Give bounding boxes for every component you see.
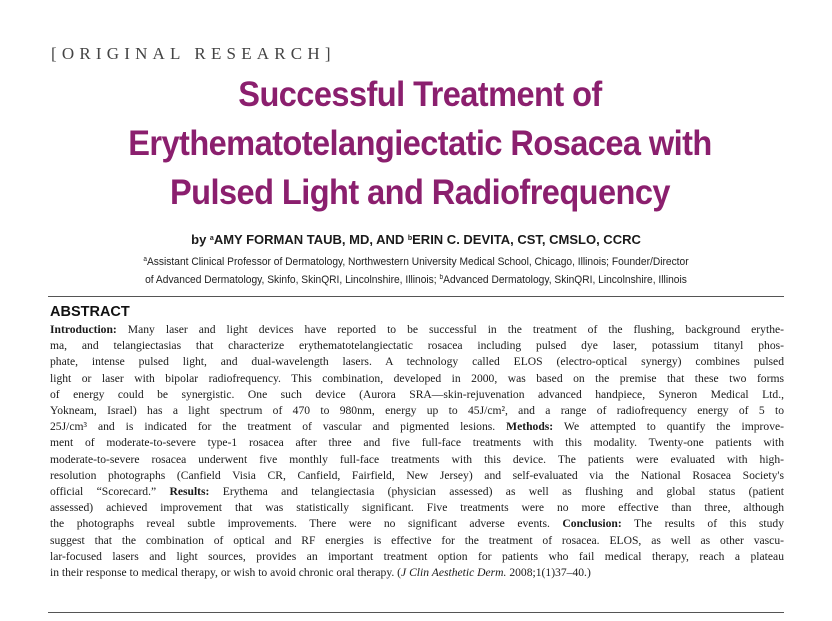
abstract-text: assessed) achieved improvement that was statistically significant. Five treatments were no more effective than three, although [50, 501, 784, 515]
abstract-text: light or laser with bipolar radiofrequency. This combination, developed in 2000, was based on the premise that these two forms [50, 371, 784, 385]
abstract-text: phate, intense pulsed light, and dual-wavelength lasers. A technology called ELOS (electro-optical synergy) combines pulsed [50, 355, 784, 369]
abstract-line [50, 387, 784, 403]
byline-prefix: by [191, 232, 210, 247]
abstract-section-label: Results: [169, 485, 210, 499]
abstract-text: 2008;1(1)37–40.) [506, 566, 591, 580]
abstract-text: Many laser and light devices have reported to be successful in the treatment of the flushing, background erythe- [116, 323, 784, 336]
abstract-line [50, 435, 784, 451]
abstract-text: lar-focused lasers and light sources, provides an important treatment option for patients who fail medical therapy, reach a plateau [50, 549, 784, 563]
abstract-text: Erythema and telangiectasia (physician assessed) as well as flushing and global status (patient [209, 485, 784, 499]
affiliation-a-continued: of Advanced Dermatology, Skinfo, SkinQRI, Lincolnshire, Illinois; [145, 274, 440, 286]
journal-citation: J Clin Aesthetic Derm. [401, 566, 507, 580]
title-line: Successful Treatment of [238, 75, 602, 114]
abstract-line [50, 484, 784, 500]
affiliation-b-text: Advanced Dermatology, SkinQRI, Lincolnshire, Illinois [443, 274, 687, 286]
abstract-text: ma, and telangiectasias that characterize erythematotelangiectatic rosacea including pulsed dye laser, potassium titanyl phos- [50, 339, 784, 353]
abstract-section-label: Conclusion: [562, 517, 622, 531]
affiliation-line [29, 270, 803, 288]
abstract-line [50, 371, 784, 387]
author2-name: ERIN C. DEVITA, CST, CMSLO, CCRC [412, 232, 641, 247]
abstract-line [50, 338, 784, 354]
abstract-line [50, 533, 784, 549]
abstract-section-label: Introduction: [50, 323, 117, 336]
abstract-text: moderate-to-severe rosacea underwent five monthly full-face treatments with this device. The patients were evaluated with high- [50, 452, 784, 466]
abstract-text: official “Scorecard.” [50, 485, 170, 499]
affiliation-b-superscript: b [439, 274, 444, 281]
abstract-text: in their response to medical therapy, or wish to avoid chronic oral therapy. ( [50, 566, 402, 580]
abstract-line [50, 322, 784, 338]
abstract-line [50, 516, 784, 532]
abstract-line [50, 500, 784, 516]
abstract-line [50, 565, 784, 581]
abstract-text: Yokneam, Israel) has a light spectrum of 470 to 980nm, energy up to 45J/cm², and a range of radiofrequency energy of 5 to [50, 404, 784, 418]
author1-name: AMY FORMAN TAUB, MD, AND [213, 232, 408, 247]
abstract-text: suggest that the combination of optical and RF energies is effective for the treatment of rosacea. ELOS, as well as other vascu- [50, 533, 784, 547]
article-title [67, 70, 774, 217]
section-tag: [ORIGINAL RESEARCH] [51, 44, 336, 63]
title-line: Erythematotelangiectatic Rosacea with [128, 124, 712, 163]
abstract-text: 25J/cm³ and is indicated for the treatment of vascular and pigmented lesions. [50, 420, 507, 434]
bottom-divider [48, 612, 784, 613]
abstract-line [50, 549, 784, 565]
title-line: Pulsed Light and Radiofrequency [170, 173, 670, 212]
affiliation-a-superscript: a [143, 256, 147, 263]
top-divider [48, 296, 784, 297]
abstract-text: resolution photographs (Canfield Visia CR, Canfield, Fairfield, New Jersey) and self-evaluated via the National Rosacea Society's [50, 468, 784, 482]
abstract-text: ment of moderate-to-severe type-1 rosacea after three and five full-face treatments with this modality. Twenty-one patients with [50, 436, 784, 450]
abstract-body [50, 322, 784, 581]
abstract-line [50, 419, 784, 435]
abstract-line [50, 468, 784, 484]
author2-superscript: b [407, 235, 413, 242]
affiliation-line [29, 252, 803, 270]
abstract-line [50, 354, 784, 370]
abstract-section-label: Methods: [506, 420, 554, 434]
abstract-heading: ABSTRACT [50, 304, 130, 320]
byline [0, 232, 832, 247]
abstract-text: the photographs reveal subtle improvements. There were no significant adverse events. [50, 517, 563, 531]
abstract-line [50, 452, 784, 468]
affiliations [0, 252, 832, 288]
affiliation-a-text: Assistant Clinical Professor of Dermatology, Northwestern University Medical School, Chicago, Illinois; Founder/Director [146, 256, 689, 268]
abstract-line [50, 403, 784, 419]
abstract-text: of energy could be synergistic. One such device (Aurora SRA—skin-rejuvenation advanced handpiece, Syneron Medical Ltd., [50, 387, 784, 401]
author1-superscript: a [209, 235, 214, 242]
abstract-text: We attempted to quantify the improve- [553, 420, 784, 434]
abstract-text: The results of this study [621, 517, 785, 531]
